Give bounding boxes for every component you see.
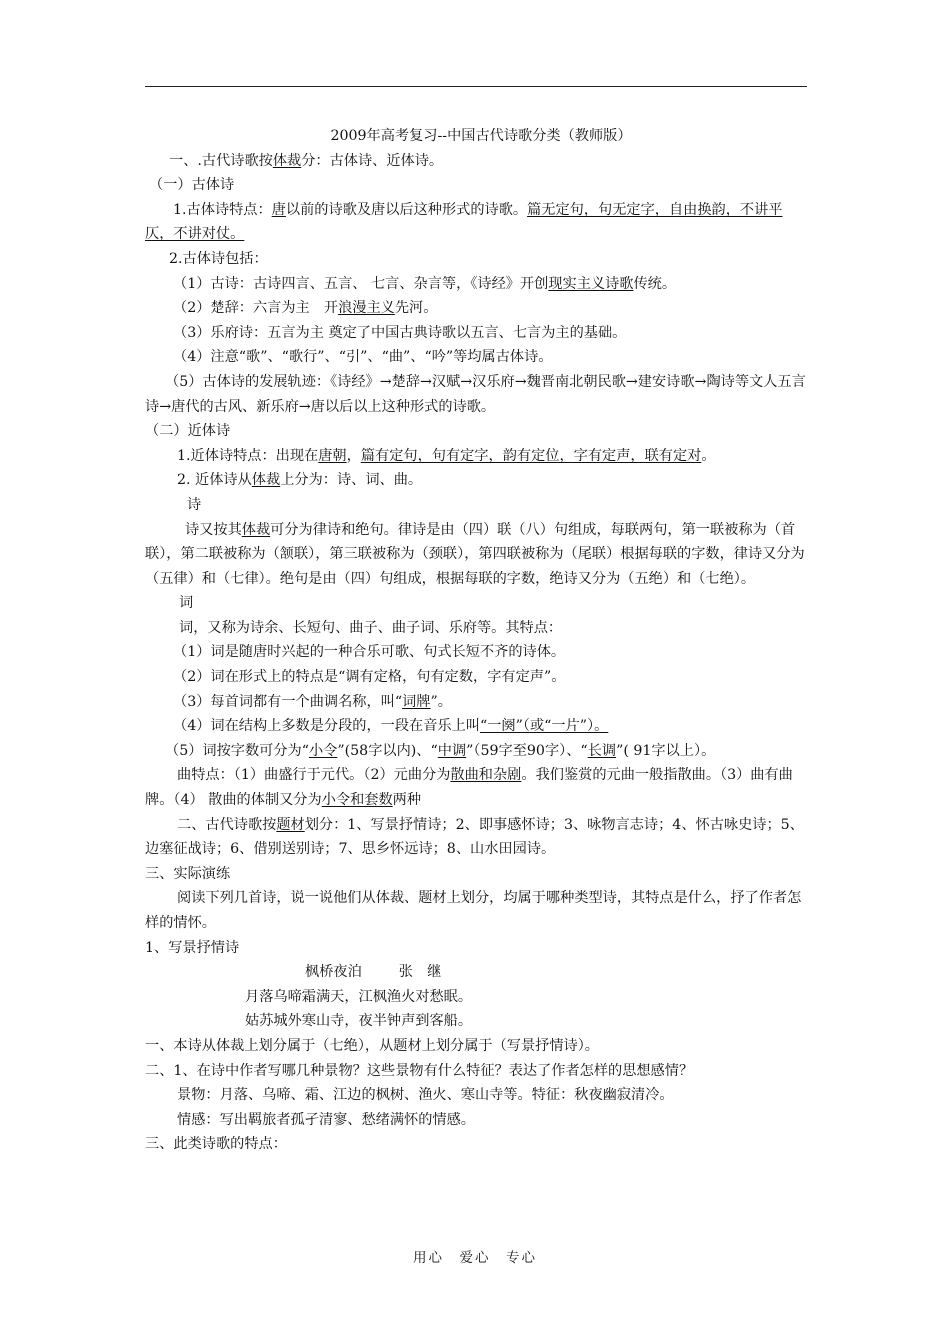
paragraph: 1.近体诗特点：出现在唐朝，篇有定句，句有定字，韵有定位，字有定声，联有定对。 [177, 447, 716, 464]
list-item: （5）词按字数可分为“小令”(58字以内)、“中调”（59字至90字）、“长调”( 91字以上）。 [165, 742, 716, 759]
list-item: （3）乐府诗：五言为主 奠定了中国古典诗歌以五言、七言为主的基础。 [173, 324, 627, 341]
list-item: （2）楚辞：六言为主 开浪漫主义先河。 [173, 300, 438, 317]
subheading-shi: 诗 [187, 496, 202, 513]
paragraph: 阅读下列几首诗，说一说他们从体裁、题材上划分，均属于哪种类型诗，其特点是什么，抒了作者怎样的情怀。 [145, 890, 802, 931]
paragraph: 一、本诗从体裁上划分属于（七绝），从题材上划分属于（写景抒情诗）。 [145, 1037, 599, 1054]
paragraph: 词，又称为诗余、长短句、曲子、曲子词、乐府等。其特点： [179, 619, 563, 636]
list-item: （4）词在结构上多数是分段的，一段在音乐上叫“一阕”（或“一片”）。 [173, 718, 609, 735]
page-title: 2009年高考复习--中国古代诗歌分类（教师版） [330, 128, 632, 144]
document-body [145, 124, 807, 1157]
list-item: （2）词在形式上的特点是“调有定格，句有定数，字有定声”。 [173, 669, 566, 686]
paragraph: 1、写景抒情诗 [145, 939, 240, 956]
paragraph: 情感：写出羁旅者孤孑清寥、愁绪满怀的情感。 [177, 1111, 475, 1128]
poem-heading [145, 960, 807, 985]
subsection-heading: （一）古体诗 [149, 177, 235, 194]
poem-title: 枫桥夜泊 [305, 964, 362, 981]
paragraph: 三、此类诗歌的特点： [145, 1136, 287, 1153]
paragraph: 景物：月落、乌啼、霜、江边的枫树、渔火、寒山寺等。特征：秋夜幽寂清冷。 [177, 1087, 674, 1104]
paragraph: 曲特点：（1）曲盛行于元代。（2）元曲分为散曲和杂剧。我们鉴赏的元曲一般指散曲。（3）曲有曲牌。（4） 散曲的体制又分为小令和套数两种 [145, 767, 793, 809]
header-rule [145, 86, 807, 87]
subheading-ci: 词 [179, 595, 194, 612]
list-item: （1）古诗：古诗四言、五言、 七言、杂言等，《诗经》开创现实主义诗歌传统。 [173, 275, 677, 292]
paragraph: 1.古体诗特点：唐以前的诗歌及唐以后这种形式的诗歌。篇无定句，句无定字，自由换韵，不讲平仄，不讲对仗。 [145, 201, 783, 243]
paragraph: 二、1、在诗中作者写哪几种景物？这些景物有什么特征？表达了作者怎样的思想感情？ [145, 1062, 694, 1079]
list-item: （4）注意“歌”、“歌行”、“引”、“曲”、“吟”等均属古体诗。 [173, 349, 553, 366]
list-item: （5）古体诗的发展轨迹：《诗经》→楚辞→汉赋→汉乐府→魏晋南北朝民歌→建安诗歌→陶诗等文人五言诗→唐代的古风、新乐府→唐以后以上这种形式的诗歌。 [145, 373, 806, 415]
poem-line: 姑苏城外寒山寺，夜半钟声到客船。 [245, 1013, 473, 1030]
list-item: （1）词是随唐时兴起的一种合乐可歌、句式长短不齐的诗体。 [173, 644, 566, 661]
paragraph: 诗又按其体裁可分为律诗和绝句。律诗是由（四）联（八）句组成，每联两句，第一联被称为（首联），第二联被称为（颔联），第三联被称为（颈联），第四联被称为（尾联）根据每联的字数，律诗又分为（五律）和（七律）。绝句是由（四）句组成，根据每联的字数，绝诗又分为（五绝）和（七绝）。 [145, 521, 805, 587]
section-heading: 三、实际演练 [145, 865, 231, 882]
section-heading: 一、.古代诗歌按体裁分：古体诗、近体诗。 [169, 152, 444, 169]
list-item: （3）每首词都有一个曲调名称，叫“词牌”。 [173, 693, 452, 710]
page-footer: 用心 爱心 专心 [413, 1250, 537, 1266]
paragraph: 2. 近体诗从体裁上分为：诗、词、曲。 [177, 472, 423, 489]
poem-author: 张 继 [398, 964, 442, 981]
paragraph: 2.古体诗包括： [169, 250, 268, 267]
subsection-heading: （二）近体诗 [145, 423, 231, 440]
paragraph: 二、古代诗歌按题材划分：1、写景抒情诗；2、即事感怀诗；3、咏物言志诗；4、怀古咏史诗；5、边塞征战诗；6、借别送别诗；7、思乡怀远诗；8、山水田园诗。 [145, 816, 804, 858]
poem-line: 月落乌啼霜满天，江枫渔火对愁眠。 [245, 988, 473, 1005]
